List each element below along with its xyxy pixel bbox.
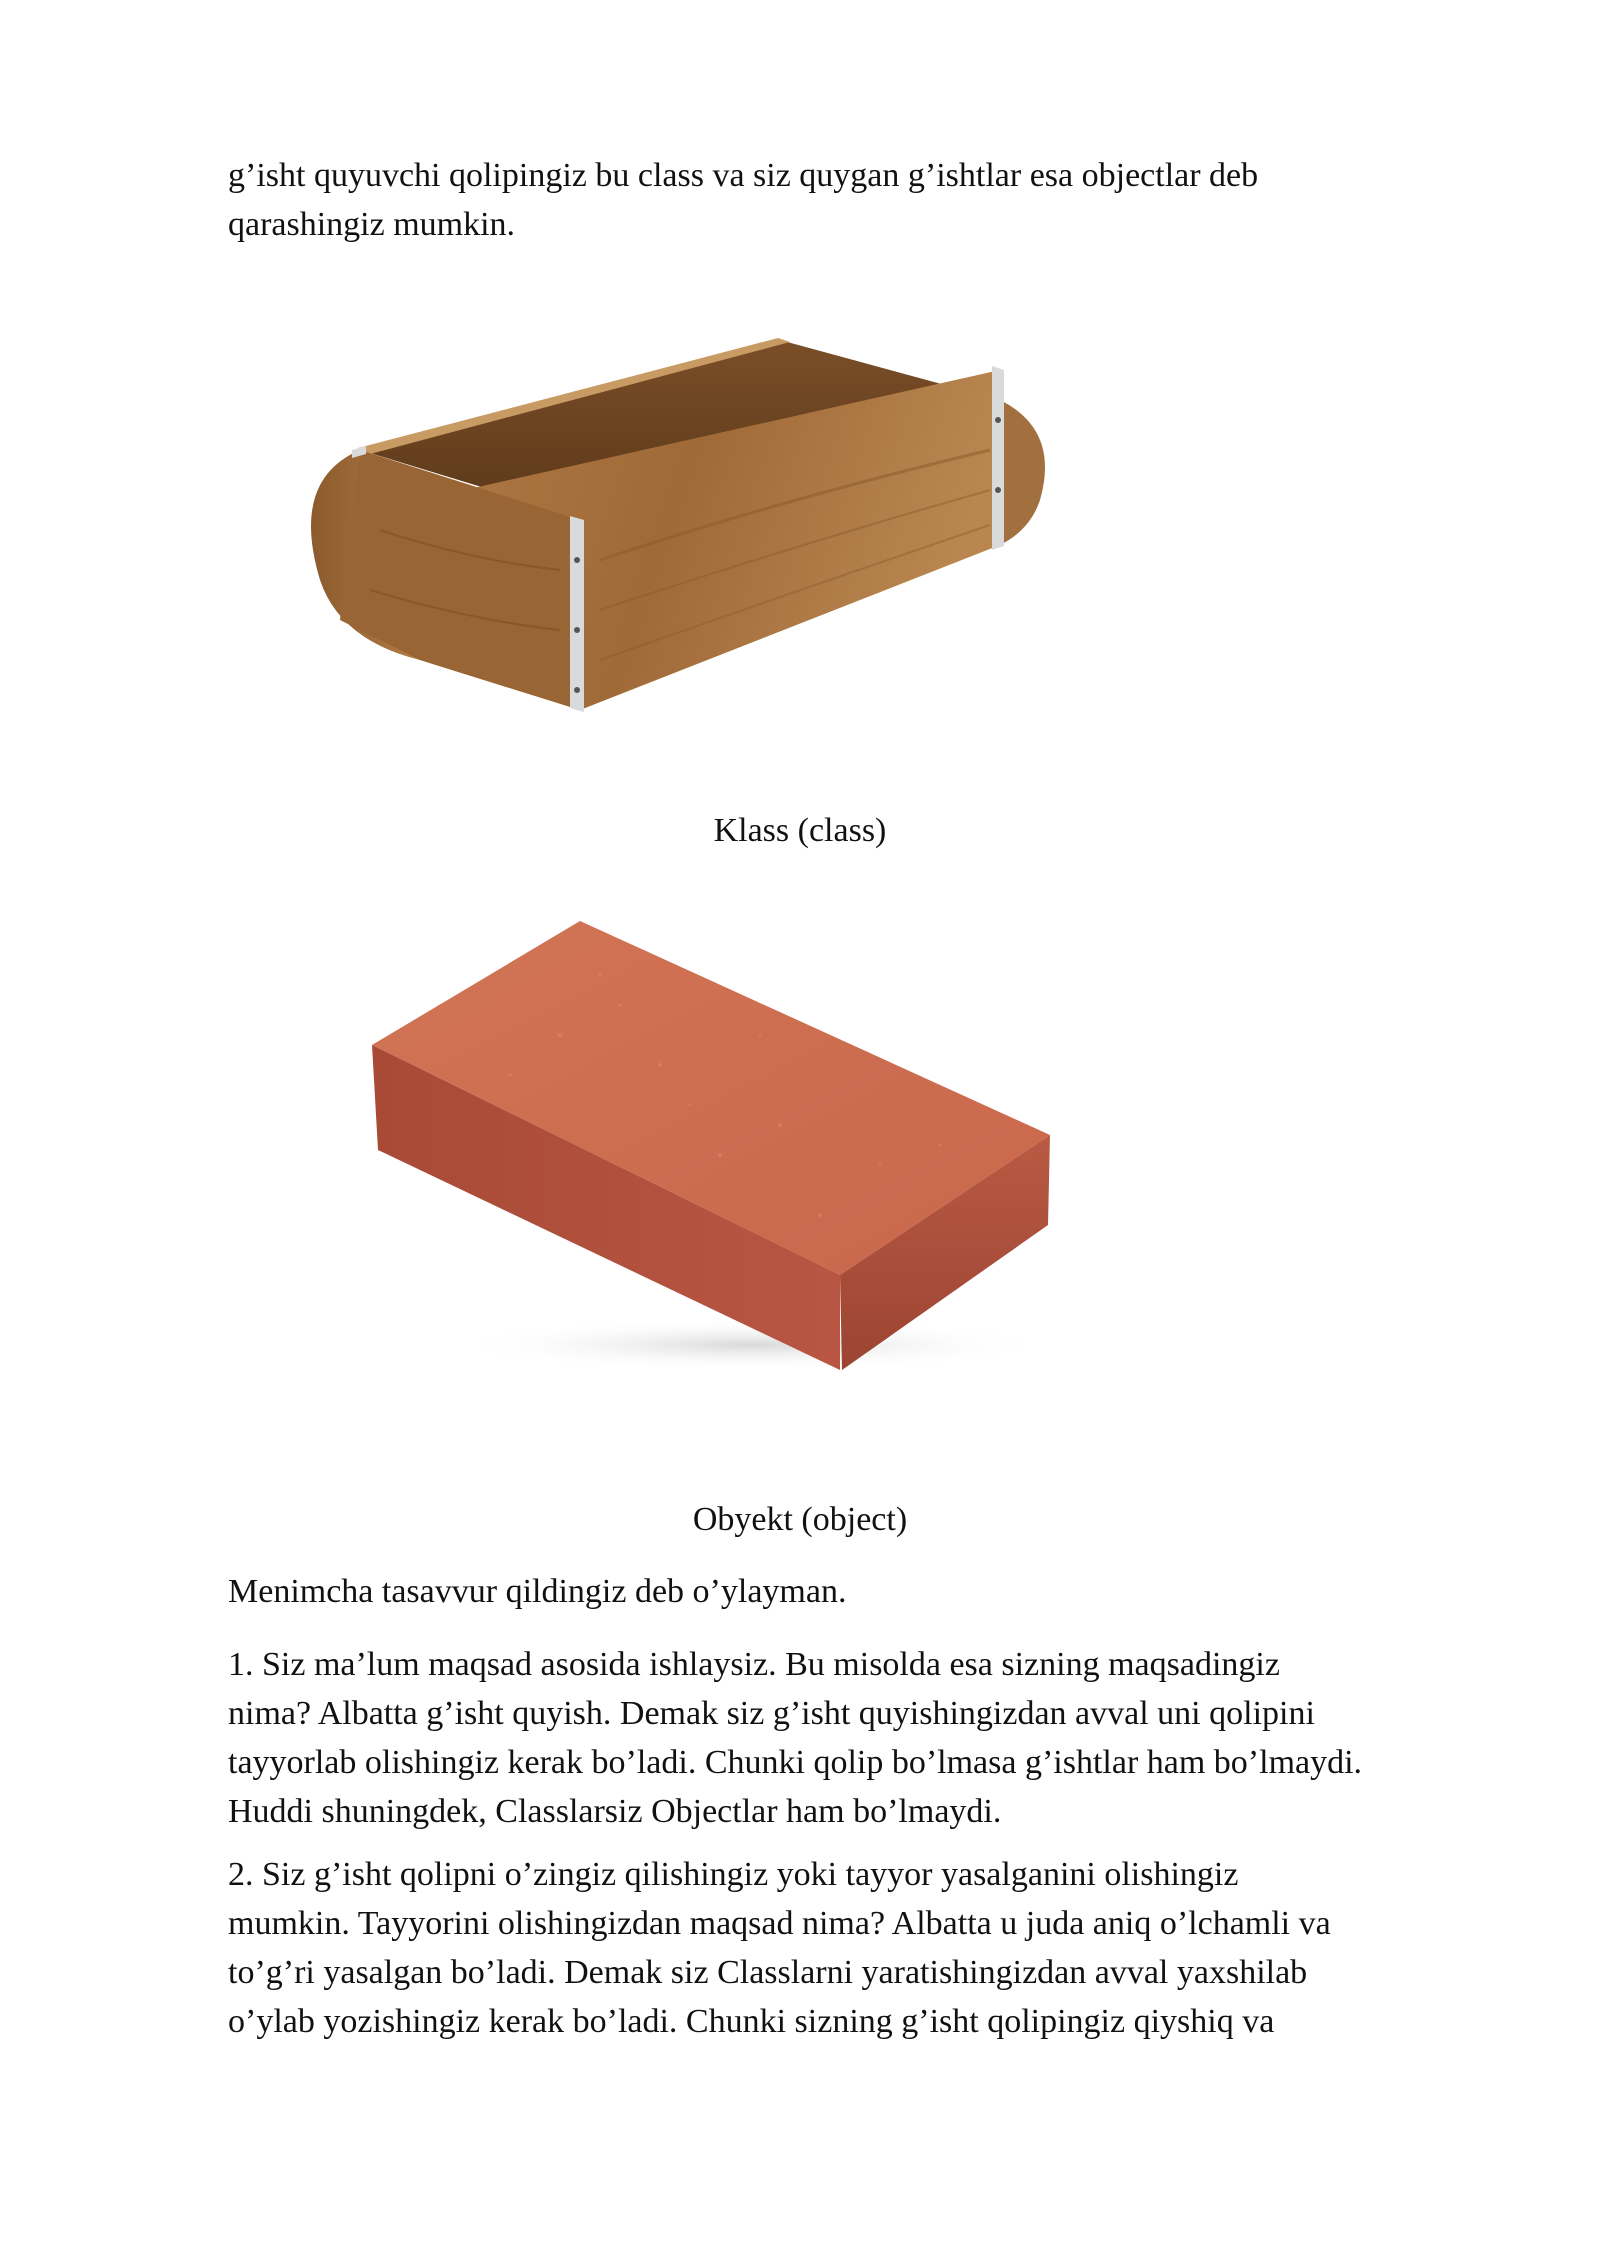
paragraph-2 <box>228 1640 1488 1836</box>
wooden-brick-mold-image <box>300 330 1060 720</box>
intro-paragraph <box>228 151 1488 249</box>
class-caption: Klass (class) <box>713 812 887 849</box>
intro-line-1: g’isht quyuvchi qolipingiz bu class va siz quygan g’ishtlar esa objectlar deb <box>228 157 1259 194</box>
paragraph-1-line: Menimcha tasavvur qildingiz deb o’ylayman. <box>228 1573 847 1610</box>
red-brick-image <box>360 915 1060 1385</box>
paragraph-3-line-2: mumkin. Tayyorini olishingizdan maqsad nima? Albatta u juda aniq o’lchamli va <box>228 1905 1331 1942</box>
paragraph-2-line-2: nima? Albatta g’isht quyish. Demak siz g’isht quyishingizdan avval uni qolipini <box>228 1695 1315 1732</box>
paragraph-3 <box>228 1850 1488 2046</box>
paragraph-3-line-3: to’g’ri yasalgan bo’ladi. Demak siz Classlarni yaratishingizdan avval yaxshilab <box>228 1954 1308 1991</box>
paragraph-2-line-4: Huddi shuningdek, Classlarsiz Objectlar ham bo’lmaydi. <box>228 1793 1002 1830</box>
intro-line-2: qarashingiz mumkin. <box>228 206 516 243</box>
paragraph-2-line-3: tayyorlab olishingiz kerak bo’ladi. Chunki qolip bo’lmasa g’ishtlar ham bo’lmaydi. <box>228 1744 1363 1781</box>
object-caption: Obyekt (object) <box>692 1501 908 1538</box>
paragraph-2-line-1: 1. Siz ma’lum maqsad asosida ishlaysiz. Bu misolda esa sizning maqsadingiz <box>228 1646 1280 1683</box>
paragraph-3-line-1: 2. Siz g’isht qolipni o’zingiz qilishingiz yoki tayyor yasalganini olishingiz <box>228 1856 1239 1893</box>
paragraph-1 <box>228 1567 1488 1616</box>
paragraph-3-line-4: o’ylab yozishingiz kerak bo’ladi. Chunki sizning g’isht qolipingiz qiyshiq va <box>228 2003 1275 2040</box>
